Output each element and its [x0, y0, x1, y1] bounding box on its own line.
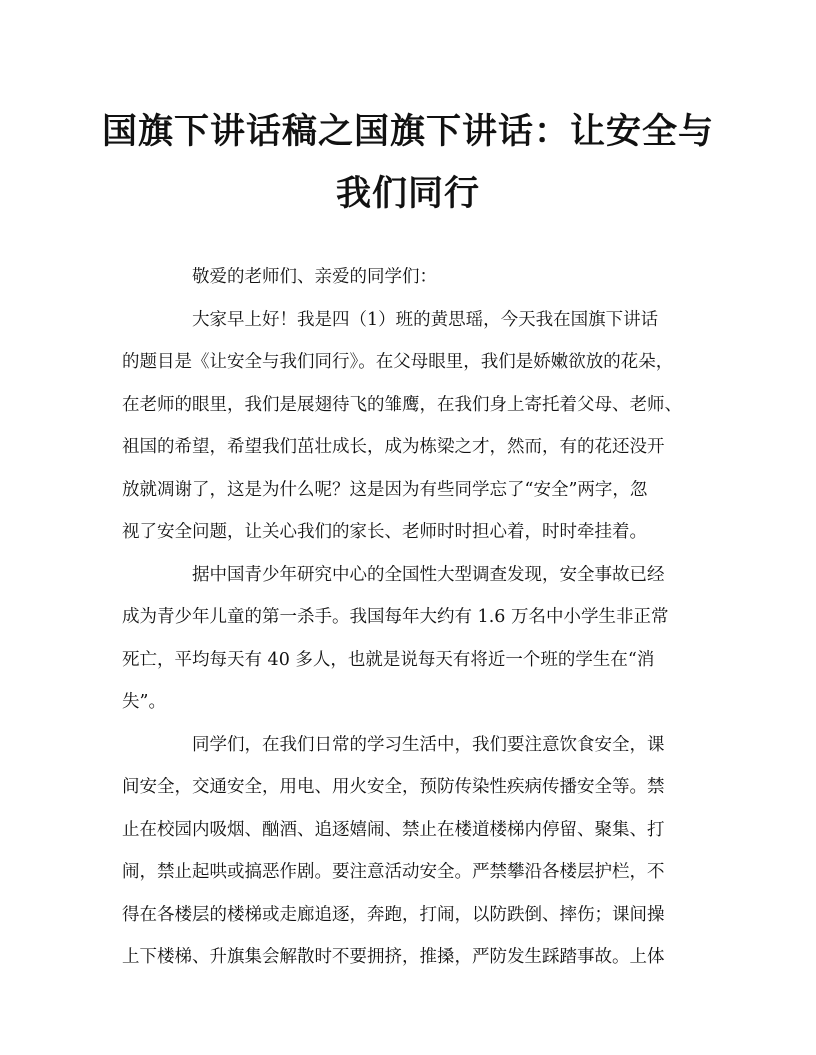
paragraph-line: 在老师的眼里，我们是展翅待飞的雏鹰，在我们身上寄托着父母、老师、	[122, 394, 682, 415]
paragraph-line: 失”。	[122, 692, 166, 712]
document-title-line-1: 国旗下讲话稿之国旗下讲话：让安全与	[101, 111, 714, 152]
paragraph-first-line: 敬爱的老师们、亲爱的同学们：	[192, 267, 437, 287]
paragraph-line: 放就凋谢了，这是为什么呢？这是因为有些同学忘了“安全”两字，忽	[122, 479, 648, 500]
paragraph-first-line: 大家早上好！我是四（1）班的黄思瑶，今天我在国旗下讲话	[192, 309, 659, 330]
paragraph-line: 止在校园内吸烟、酗酒、追逐嬉闹、禁止在楼道楼梯内停留、聚集、打	[122, 819, 665, 840]
paragraph-line: 死亡，平均每天有 40 多人，也就是说每天有将近一个班的学生在“消	[122, 649, 655, 670]
paragraph-line: 的题目是《让安全与我们同行》。在父母眼里，我们是娇嫩欲放的花朵，	[122, 352, 674, 372]
document-body	[122, 256, 696, 979]
paragraph-line: 成为青少年儿童的第一杀手。我国每年大约有 1.6 万名中小学生非正常	[122, 607, 669, 627]
paragraph-line: 祖国的希望，希望我们茁壮成长，成为栋梁之才，然而，有的花还没开	[122, 437, 665, 457]
paragraph-line: 闹，禁止起哄或搞恶作剧。要注意活动安全。严禁攀沿各楼层护栏，不	[122, 862, 665, 882]
paragraph-line: 得在各楼层的楼梯或走廊追逐，奔跑，打闹，以防跌倒、摔伤；课间操	[122, 904, 665, 925]
paragraph-line: 上下楼梯、升旗集会解散时不要拥挤，推搡，严防发生踩踏事故。上体	[122, 947, 665, 967]
paragraph-line: 间安全，交通安全，用电、用火安全，预防传染性疾病传播安全等。禁	[122, 777, 665, 797]
paragraph-first-line: 同学们，在我们日常的学习生活中，我们要注意饮食安全，课	[192, 734, 665, 755]
paragraph-line: 视了安全问题，让关心我们的家长、老师时时担心着，时时牵挂着。	[122, 522, 647, 542]
paragraph-first-line: 据中国青少年研究中心的全国性大型调查发现，安全事故已经	[192, 564, 665, 585]
document-title-line-2: 我们同行	[335, 173, 480, 214]
